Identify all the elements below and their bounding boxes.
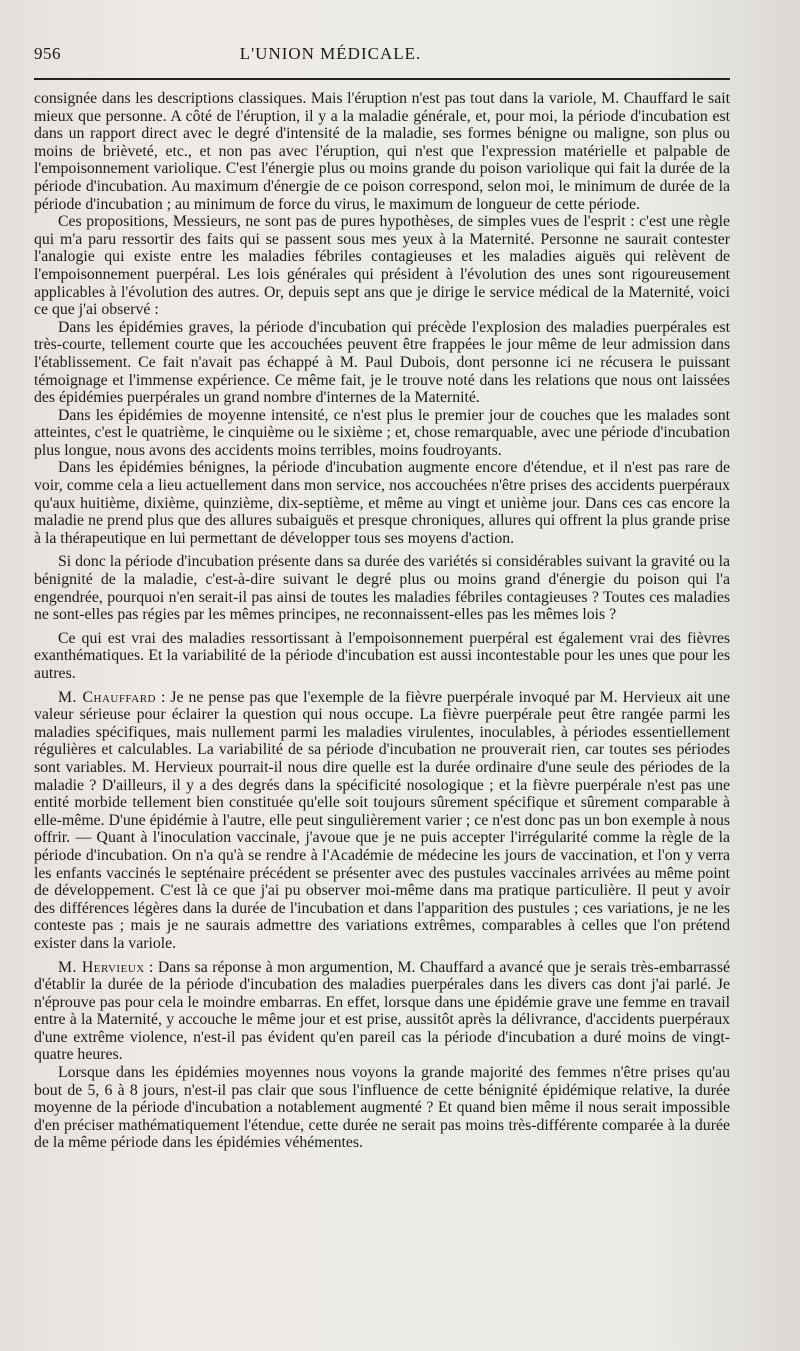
paragraph: consignée dans les descriptions classiques. Mais l'éruption n'est pas tout dans la variole, M. Chauffard le sait mieux que personne. A côté de l'éruption, il y a la maladie générale, et, pour moi, la période d'incubation est dans un rapport direct avec le degré d'intensité de la maladie, ses formes bénigne ou maligne, son plus ou moins de brièveté, etc., et non pas avec l'éruption, qui n'est que l'expression matérielle et palpable de l'empoisonnement variolique. C'est l'énergie plus ou moins grande du poison variolique qui fait la durée de la période d'incubation. Au maximum d'énergie de ce poison correspond, selon moi, le minimum de durée de la période d'incubation ; au minimum de force du virus, le maximum de longueur de cette période. xyxy=(34,90,730,213)
speaker-name: M. Chauffard xyxy=(58,688,156,706)
paragraph: Ce qui est vrai des maladies ressortissant à l'empoisonnement puerpéral est également vrai des fièvres exanthématiques. Et la variabilité de la période d'incubation est aussi incontestable pour les unes que pour les autres. xyxy=(34,629,730,682)
journal-title: L'UNION MÉDICALE. xyxy=(239,44,422,63)
paragraph: Si donc la période d'incubation présente dans sa durée des variétés si considérables suivant la gravité ou la bénignité de la maladie, c'est-à-dire suivant le degré plus ou moins grand d'énergie du poison qui l'a engendrée, pourquoi n'en serait-il pas ainsi de toutes les maladies fébriles contagieuses ? Toutes ces maladies ne sont-elles pas régies par les mêmes principes, ne reconnaissent-elles pas les mêmes lois ? xyxy=(34,553,730,624)
speaker-paragraph xyxy=(34,959,730,1065)
speaker-name: M. Hervieux xyxy=(58,958,145,976)
speaker-text: : Dans sa réponse à mon argumention, M. Chauffard a avancé que je serais très-embarrassé d'établir la durée de la période d'incubation des maladies puerpérales dans les divers cas dont j'ai parlé. Je n'éprouve pas pour cela le moindre embarras. En effet, lorsque dans une épidémie grave une femme en travail entre à la Maternité, y accouche le même jour et est prise, aussitôt après la délivrance, d'accidents puerpéraux d'une extrême violence, n'est-il pas évident qu'en pareil cas la période d'incubation a duré moins de vingt-quatre heures. xyxy=(34,958,730,1064)
paragraph: Dans les épidémies graves, la période d'incubation qui précède l'explosion des maladies puerpérales est très-courte, tellement courte que les accouchées peuvent être frappées le jour même de leur admission dans l'établissement. Ce fait n'avait pas échappé à M. Paul Dubois, dont personne ici ne récusera le puissant témoignage et l'immense expérience. Ce même fait, je le trouve noté dans les relations que nous ont laissées des épidémies puerpérales un grand nombre d'internes de la Maternité. xyxy=(34,318,730,407)
header-rule xyxy=(34,78,730,80)
paragraph: Dans les épidémies bénignes, la période d'incubation augmente encore d'étendue, et il n'est pas rare de voir, comme cela a lieu actuellement dans mon service, nos accouchées n'être prises des accidents puerpéraux qu'aux huitième, dixième, quinzième, dix-septième, et même au vingt et unième jour. Dans ces cas encore la maladie ne prend plus que des allures subaiguës et presque chroniques, allures qui offrent la plus grande prise à la thérapeutique en lui permettant de développer tous ses moyens d'action. xyxy=(34,459,730,547)
paragraph: Ces propositions, Messieurs, ne sont pas de pures hypothèses, de simples vues de l'esprit : c'est une règle qui m'a paru ressortir des faits qui se passent sous mes yeux à la Maternité. Personne ne saurait contester l'analogie qui existe entre les maladies fébriles contagieuses et les maladies aiguës qui relèvent de l'empoisonnement puerpéral. Les lois générales qui président à l'évolution des unes sont rigoureusement applicables à l'évolution des autres. Or, depuis sept ans que je dirige le service médical de la Maternité, voici ce que j'ai observé : xyxy=(34,213,730,319)
page-header xyxy=(34,44,730,74)
page-number: 956 xyxy=(34,44,61,63)
article-body xyxy=(34,90,730,1152)
paragraph: Dans les épidémies de moyenne intensité, ce n'est plus le premier jour de couches que les malades sont atteintes, c'est le quatrième, le cinquième ou le sixième ; et, chose remarquable, avec une période d'incubation plus longue, nous avons des accidents moins terribles, moins foudroyants. xyxy=(34,406,730,459)
speaker-text: : Je ne pense pas que l'exemple de la fièvre puerpérale invoqué par M. Hervieux ait une valeur sérieuse pour éclairer la question qui nous occupe. La fièvre puerpérale peut être rangée parmi les maladies spécifiques, mais nullement parmi les maladies virulentes, inoculables, à périodes essentiellement régulières et calculables. La variabilité de sa période d'incubation ne prouverait rien, car toutes ses périodes sont variables. M. Hervieux pourrait-il nous dire quelle est la durée ordinaire d'une seule des périodes de la maladie ? D'ailleurs, il y a des degrés dans la spécificité nosologique ; et la fièvre puerpérale n'est pas une entité morbide tellement bien constituée qu'elle soit toujours sûrement spécifique et sûrement comparable à elle-même. D'une épidémie à l'autre, elle peut singulièrement varier ; ce n'est donc pas un bon exemple à nous offrir. — Quant à l'inoculation vaccinale, j'avoue que je ne puis accepter l'irrégularité comme la règle de la période d'incubation. On n'a qu'à se rendre à l'Académie de médecine les jours de vaccination, et l'on y verra les enfants vaccinés le septénaire précédent se présenter avec des pustules vaccinales arrivées au même point de développement. C'est là ce que j'ai pu observer moi-même dans ma pratique particulière. Il peut y avoir des différences légères dans la durée de l'incubation et dans l'apparition des pustules ; ces variations, je ne les conteste pas ; mais je ne saurais admettre des variations extrêmes, comparables à celles que l'on prétend exister dans la variole. xyxy=(34,688,730,952)
speaker-paragraph xyxy=(34,689,730,953)
paragraph: Lorsque dans les épidémies moyennes nous voyons la grande majorité des femmes n'être prises qu'au bout de 5, 6 à 8 jours, n'est-il pas clair que sous l'influence de cette bénignité épidémique relative, la durée moyenne de la période d'incubation a notablement augmenté ? Et quand bien même il nous serait impossible d'en préciser mathématiquement l'étendue, cette durée ne serait pas moins très-différente comparée à la durée de la même période dans les épidémies véhémentes. xyxy=(34,1064,730,1152)
